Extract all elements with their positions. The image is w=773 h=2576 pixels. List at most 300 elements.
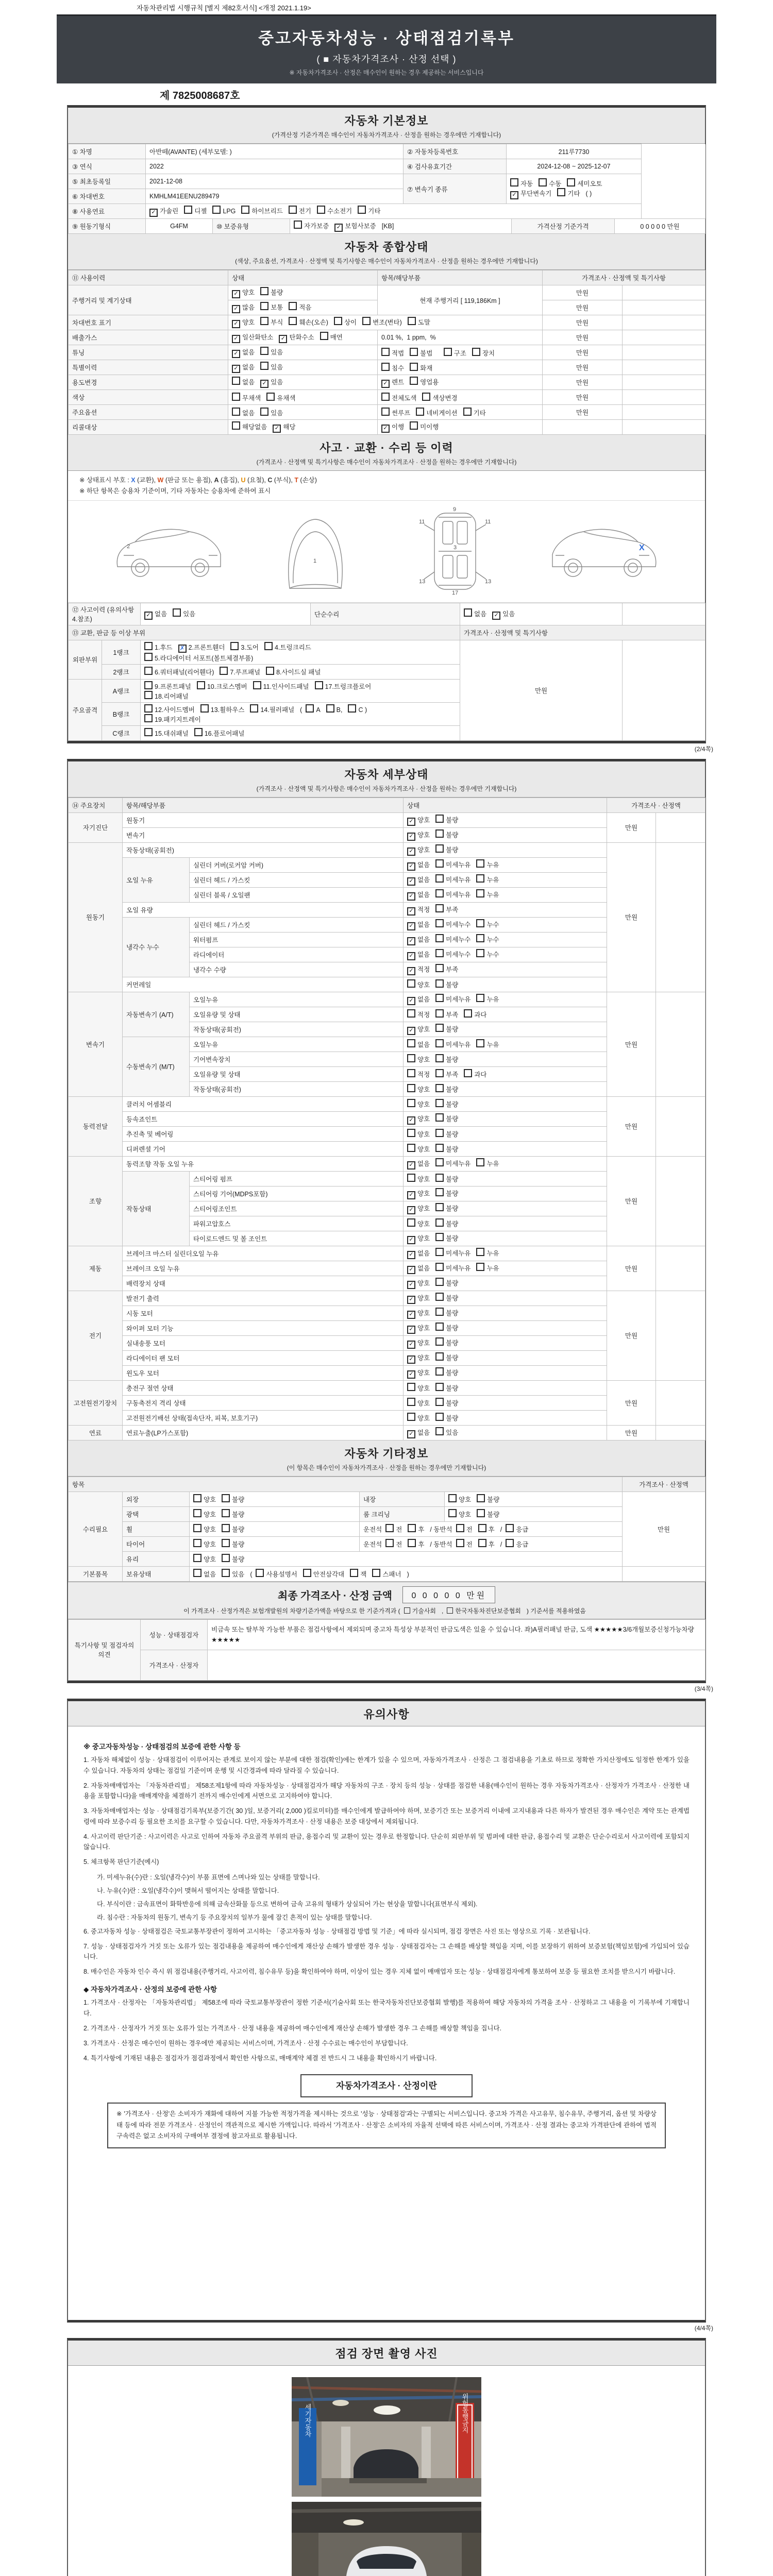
checkbox[interactable] xyxy=(435,1398,444,1406)
checkbox-option xyxy=(222,1494,244,1504)
checkbox[interactable] xyxy=(435,1203,444,1211)
label-text: / xyxy=(500,1526,502,1533)
checkbox-option xyxy=(456,1524,473,1534)
checkbox[interactable] xyxy=(435,1144,444,1152)
checkbox[interactable] xyxy=(408,317,416,325)
label-text: / 동반석 xyxy=(430,1541,452,1548)
checkbox[interactable]: ✓ xyxy=(381,380,390,388)
checkbox[interactable]: ✓ xyxy=(407,848,415,856)
checkbox[interactable] xyxy=(435,1293,444,1301)
checkbox-option xyxy=(381,393,416,402)
option-label: 누수 xyxy=(486,951,499,958)
checkbox-option xyxy=(222,1539,244,1549)
checkbox[interactable]: ✓ xyxy=(407,818,415,826)
checkbox[interactable] xyxy=(435,1113,444,1122)
checkbox[interactable] xyxy=(476,919,484,927)
checkbox[interactable] xyxy=(194,728,203,736)
option-label: 없음 xyxy=(417,1264,430,1272)
checkbox-option xyxy=(372,1569,401,1579)
checkbox[interactable] xyxy=(407,1054,415,1062)
checkbox[interactable]: ✓ xyxy=(407,1355,415,1364)
checkbox[interactable] xyxy=(260,347,268,355)
checkbox[interactable] xyxy=(407,1144,415,1152)
checkbox[interactable] xyxy=(266,393,275,401)
item-label: 커먼레일 xyxy=(123,977,404,992)
checkbox[interactable] xyxy=(456,1524,464,1532)
item-label: 보유상태 xyxy=(123,1566,190,1581)
state-options xyxy=(404,1156,607,1171)
option-label: 불량 xyxy=(232,1556,245,1563)
basic-info-table-row6 xyxy=(68,218,705,234)
checkbox[interactable] xyxy=(407,1218,415,1227)
checkbox[interactable] xyxy=(435,1218,444,1227)
checkbox[interactable] xyxy=(435,1174,444,1182)
checkbox[interactable] xyxy=(435,1383,444,1391)
state-options xyxy=(404,1141,607,1156)
checkbox[interactable]: ✓ xyxy=(407,1251,415,1259)
checkbox[interactable] xyxy=(435,1323,444,1331)
checkbox[interactable] xyxy=(444,348,452,356)
checkbox[interactable] xyxy=(232,421,240,430)
checkbox[interactable] xyxy=(260,362,268,370)
checkbox-option xyxy=(260,377,283,388)
checkbox[interactable]: ✓ xyxy=(334,224,343,232)
checkbox[interactable]: ✓ xyxy=(407,1296,415,1304)
document-subtitle-note: ※ 자동차가격조사 · 산정은 매수인이 원하는 경우 제공하는 서비스입니다 xyxy=(289,69,484,76)
checkbox[interactable] xyxy=(435,1188,444,1196)
checkbox[interactable] xyxy=(230,642,239,650)
checkbox[interactable]: ✓ xyxy=(407,1191,415,1199)
checkbox[interactable] xyxy=(326,704,334,713)
checkbox[interactable] xyxy=(220,667,228,675)
checkbox[interactable] xyxy=(476,1248,484,1256)
checkbox[interactable]: ✓ xyxy=(232,290,240,298)
column-header: 상태 xyxy=(404,798,607,812)
checkbox[interactable] xyxy=(193,1509,201,1517)
checkbox-option xyxy=(435,964,458,974)
checkbox[interactable] xyxy=(264,642,273,650)
checkbox[interactable]: ✓ xyxy=(407,1430,415,1438)
checkbox[interactable] xyxy=(435,1039,444,1047)
checkbox-option xyxy=(232,287,255,298)
checkbox[interactable] xyxy=(222,1539,230,1547)
state-options xyxy=(404,917,607,932)
checkbox[interactable]: ✓ xyxy=(407,892,415,901)
checkbox[interactable] xyxy=(416,408,424,416)
checkbox[interactable]: ✓ xyxy=(407,952,415,960)
state-options xyxy=(404,962,607,977)
option-label: 없음 xyxy=(242,409,255,417)
checkbox[interactable] xyxy=(184,206,192,214)
field-label: ⑧ 사용연료 xyxy=(69,204,146,219)
checkbox-option xyxy=(476,919,499,929)
checkbox-option xyxy=(477,1494,499,1504)
checkbox[interactable] xyxy=(435,1427,444,1435)
checkbox[interactable] xyxy=(253,681,261,689)
checkbox[interactable]: ✓ xyxy=(407,937,415,945)
checkbox[interactable] xyxy=(193,1524,201,1532)
checkbox[interactable] xyxy=(410,421,418,430)
checkbox[interactable] xyxy=(506,1524,514,1532)
checkbox[interactable] xyxy=(408,1524,416,1532)
checkbox[interactable] xyxy=(232,393,240,401)
checkbox[interactable] xyxy=(222,1509,230,1517)
option-label: 기술사회 xyxy=(412,1607,436,1615)
checkbox[interactable] xyxy=(435,1337,444,1346)
price-cell: 만원 xyxy=(607,1425,656,1440)
checkbox[interactable]: ✓ xyxy=(407,1281,415,1289)
document-subtitle: ( ■ 자동차가격조사 · 산정 선택 ) xyxy=(316,54,457,64)
checkbox[interactable] xyxy=(381,393,390,401)
checkbox[interactable] xyxy=(464,608,472,617)
checkbox[interactable] xyxy=(435,904,444,912)
checkbox[interactable] xyxy=(381,363,390,371)
checkbox[interactable] xyxy=(435,844,444,853)
checkbox[interactable] xyxy=(435,1069,444,1077)
checkbox[interactable] xyxy=(435,1158,444,1166)
row-label: 특기사항 및 점검자의 의견 xyxy=(69,1619,141,1680)
checkbox[interactable]: ✓ xyxy=(407,907,415,916)
checkbox[interactable] xyxy=(197,681,205,689)
checkbox[interactable] xyxy=(506,1539,514,1547)
checkbox-option xyxy=(385,1524,402,1534)
checkbox[interactable]: ✓ xyxy=(407,862,415,871)
checkbox[interactable] xyxy=(464,1009,472,1018)
checkbox[interactable] xyxy=(476,934,484,942)
checkbox[interactable] xyxy=(404,1607,410,1614)
checkbox[interactable] xyxy=(435,1099,444,1107)
checkbox[interactable]: ✓ xyxy=(232,365,240,373)
checkbox[interactable] xyxy=(317,206,325,214)
checkbox[interactable] xyxy=(476,949,484,957)
checkbox[interactable] xyxy=(144,728,153,736)
checkbox[interactable]: ✓ xyxy=(279,335,287,343)
checkbox[interactable] xyxy=(408,1539,416,1547)
checkbox[interactable]: ✓ xyxy=(407,1206,415,1214)
checkbox[interactable] xyxy=(222,1554,230,1562)
checkbox[interactable] xyxy=(232,377,240,385)
checkbox[interactable] xyxy=(464,1069,472,1077)
notice-heading: ◆ 자동차가격조사 · 산정의 보증에 관한 사항 xyxy=(83,1985,217,1993)
checkbox[interactable]: ✓ xyxy=(407,1311,415,1319)
subgroup-label: 자동변속기 (A/T) xyxy=(123,992,190,1037)
checkbox[interactable] xyxy=(435,1248,444,1256)
item-options xyxy=(378,405,543,420)
checkbox[interactable]: ✓ xyxy=(232,335,240,343)
checkbox[interactable]: ✓ xyxy=(407,833,415,841)
checkbox-option xyxy=(557,188,580,198)
checkbox-option xyxy=(410,363,432,372)
checkbox[interactable] xyxy=(410,363,418,371)
checkbox[interactable] xyxy=(222,1524,230,1532)
checkbox[interactable]: ✓ xyxy=(407,1370,415,1379)
checkbox[interactable]: ✓ xyxy=(407,1161,415,1170)
checkbox[interactable] xyxy=(567,178,575,187)
checkbox[interactable] xyxy=(315,681,323,689)
checkbox[interactable] xyxy=(422,393,430,401)
checkbox-option xyxy=(407,1233,430,1244)
checkbox[interactable] xyxy=(407,1069,415,1077)
checkbox[interactable] xyxy=(435,979,444,988)
notice-paragraph: 6. 중고자동차 성능 · 상태점검은 국토교통부장관이 정하여 고시하는 「중고자동차 성능 · 상태점검 방법 및 기준」에 따라 실시되며, 점검 장면은 사진 또는 영상으로 기록 · 보관됩니다. xyxy=(83,1927,591,1935)
checkbox[interactable] xyxy=(435,1413,444,1421)
checkbox[interactable] xyxy=(334,317,342,325)
option-label: 양호 xyxy=(417,1309,430,1317)
checkbox[interactable]: ✓ xyxy=(407,1266,415,1274)
checkbox[interactable] xyxy=(476,859,484,868)
checkbox[interactable] xyxy=(407,979,415,988)
state-options xyxy=(404,1395,607,1410)
checkbox[interactable] xyxy=(193,1554,201,1562)
checkbox-option xyxy=(476,889,499,899)
checkbox[interactable] xyxy=(435,1233,444,1241)
checkbox[interactable] xyxy=(350,1569,358,1577)
checkbox[interactable]: ✓ xyxy=(144,612,153,620)
checkbox[interactable] xyxy=(260,287,268,295)
checkbox[interactable] xyxy=(385,1539,394,1547)
checkbox[interactable] xyxy=(381,408,390,416)
checkbox[interactable]: ✓ xyxy=(407,1341,415,1349)
checkbox[interactable] xyxy=(358,206,366,214)
option-label: 부식 xyxy=(271,319,283,326)
option-label: 불량 xyxy=(446,981,459,989)
notice-box-text: ※ '가격조사 · 산정'은 소비자가 재화에 대하여 지불 가능한 적정가격을 제시하는 것으로 '성능 · 상태점검'과는 구별되는 서비스입니다. 중고차 가격은 사고유무, 침수유무, 주행거리, 옵션 및 차량상태 등에 따라 전문 가격조사 · 산정인이 객관적으로 제시한 가액입니다. 따라서 '가격조사 · 산정'은 소비자의 자율적 선택에 따른 서비스이며, 가격조사 · 산정 결과는 중고차 가격판단에 관하여 법적 구속력은 없고 소비자의 구매여부 결정에 참고자료로 활용됩니다. xyxy=(107,2103,666,2148)
option-label: 3.도어 xyxy=(241,643,259,651)
state-options xyxy=(404,1186,607,1201)
checkbox[interactable] xyxy=(407,1413,415,1421)
checkbox[interactable] xyxy=(435,874,444,883)
panel-options xyxy=(141,679,460,702)
checkbox[interactable] xyxy=(144,642,153,650)
checkbox[interactable] xyxy=(477,1509,485,1517)
checkbox[interactable] xyxy=(410,377,418,385)
checkbox[interactable]: ✓ xyxy=(149,209,158,217)
checkbox[interactable] xyxy=(435,964,444,972)
checkbox[interactable] xyxy=(410,348,418,356)
option-label: 누유 xyxy=(486,1249,499,1257)
option-label: 13.휠하우스 xyxy=(210,706,245,714)
card-photos-signature xyxy=(67,2338,706,2576)
checkbox[interactable] xyxy=(435,1024,444,1032)
checkbox[interactable] xyxy=(256,1569,264,1577)
field-value: 2024-12-08 ~ 2025-12-07 xyxy=(507,159,642,174)
checkbox[interactable] xyxy=(362,317,371,325)
checkbox[interactable] xyxy=(320,332,328,340)
checkbox[interactable] xyxy=(222,1569,230,1577)
checkbox[interactable] xyxy=(435,1308,444,1316)
checkbox[interactable] xyxy=(260,408,268,416)
checkbox[interactable] xyxy=(407,1009,415,1018)
checkbox[interactable] xyxy=(476,1158,484,1166)
checkbox[interactable] xyxy=(463,408,472,416)
column-header: 항목 xyxy=(69,1477,623,1492)
checkbox[interactable]: ✓ xyxy=(381,425,390,433)
option-label: 양호 xyxy=(417,1086,430,1093)
option-label: 불량 xyxy=(232,1541,245,1548)
checkbox[interactable] xyxy=(407,1398,415,1406)
checkbox-option xyxy=(407,1428,430,1438)
checkbox[interactable] xyxy=(232,408,240,416)
checkbox-option xyxy=(144,704,195,714)
checkbox[interactable]: ✓ xyxy=(232,350,240,358)
checkbox[interactable] xyxy=(448,1509,457,1517)
rank-label: A랭크 xyxy=(102,679,141,702)
checkbox[interactable] xyxy=(289,317,297,325)
checkbox[interactable] xyxy=(510,178,518,187)
checkbox[interactable] xyxy=(173,608,181,617)
checkbox[interactable] xyxy=(407,1084,415,1092)
checkbox[interactable]: ✓ xyxy=(232,320,240,328)
checkbox[interactable] xyxy=(385,1524,394,1532)
checkbox[interactable] xyxy=(144,691,153,699)
checkbox[interactable] xyxy=(348,704,356,713)
checkbox[interactable] xyxy=(476,889,484,897)
checkbox-option xyxy=(306,704,320,714)
checkbox[interactable]: ✓ xyxy=(407,967,415,975)
field-value: 아반떼(AVANTE) (세부모델: ) xyxy=(146,144,404,159)
card-basic-overall-accident xyxy=(67,105,706,743)
checkbox[interactable] xyxy=(435,994,444,1002)
checkbox[interactable] xyxy=(407,1129,415,1137)
checkbox[interactable]: ✓ xyxy=(273,425,281,433)
checkbox[interactable] xyxy=(266,667,274,675)
checkbox[interactable] xyxy=(289,302,297,310)
checkbox[interactable] xyxy=(435,919,444,927)
checkbox[interactable] xyxy=(193,1539,201,1547)
field-value: 0 0 0 0 0 만원 xyxy=(615,219,705,234)
state-options xyxy=(445,1492,623,1506)
checkbox[interactable] xyxy=(193,1494,201,1502)
checkbox[interactable] xyxy=(477,1494,485,1502)
item-label: 브레이크 마스터 실린더오일 누유 xyxy=(123,1246,404,1261)
checkbox[interactable] xyxy=(407,1174,415,1182)
checkbox[interactable] xyxy=(260,317,268,325)
checkbox[interactable] xyxy=(435,934,444,942)
checkbox[interactable] xyxy=(456,1539,464,1547)
checkbox[interactable] xyxy=(407,1099,415,1107)
checkbox[interactable]: ✗ xyxy=(178,645,187,653)
checkbox[interactable] xyxy=(476,994,484,1002)
checkbox[interactable] xyxy=(476,1263,484,1271)
option-label: 침수 xyxy=(392,364,405,372)
notice-paragraph: 4. 특기사항에 기재된 내용은 점검자가 점검과정에서 확인한 사항으로, 매매계약 체결 전 반드시 그 내용을 확인하시기 바랍니다. xyxy=(83,2055,437,2062)
checkbox-option xyxy=(407,1413,430,1422)
checkbox[interactable] xyxy=(447,1607,453,1614)
checkbox[interactable] xyxy=(435,1278,444,1286)
checkbox[interactable] xyxy=(435,815,444,823)
fuel-options xyxy=(146,204,642,219)
checkbox[interactable] xyxy=(539,178,547,187)
option-label: 자가보증 xyxy=(304,223,329,230)
state-options xyxy=(228,420,378,435)
checkbox[interactable] xyxy=(193,1569,201,1577)
checkbox[interactable]: ✓ xyxy=(407,1326,415,1334)
checkbox[interactable] xyxy=(144,667,153,675)
final-price-note xyxy=(68,1606,705,1615)
checkbox[interactable] xyxy=(144,653,153,661)
checkbox[interactable] xyxy=(435,889,444,897)
item-options xyxy=(378,345,543,360)
checkbox[interactable] xyxy=(435,1129,444,1137)
option-label: 적정 xyxy=(417,1071,430,1078)
checkbox[interactable] xyxy=(372,1569,380,1577)
checkbox[interactable] xyxy=(407,1383,415,1391)
checkbox[interactable] xyxy=(557,188,565,196)
checkbox[interactable] xyxy=(476,874,484,883)
checkbox[interactable]: ✓ xyxy=(260,380,268,388)
checkbox[interactable] xyxy=(250,704,258,713)
checkbox[interactable] xyxy=(303,1569,311,1577)
checkbox[interactable]: ✓ xyxy=(510,191,518,199)
checkbox[interactable]: ✓ xyxy=(407,922,415,930)
checkbox[interactable]: ✓ xyxy=(407,1027,415,1035)
checkbox[interactable] xyxy=(212,206,221,214)
checkbox[interactable] xyxy=(407,1039,415,1047)
car-diagram-panel xyxy=(68,501,705,603)
price-cell: 만원 xyxy=(607,992,656,1096)
checkbox[interactable] xyxy=(435,1352,444,1361)
checkbox[interactable]: ✓ xyxy=(407,1116,415,1125)
notice-paragraph: 라. 침수란 : 자동차의 원동기, 변속기 등 주요장치의 일부가 물에 잠긴 흔적이 있는 상태를 말합니다. xyxy=(97,1914,372,1922)
checkbox[interactable] xyxy=(144,704,153,713)
checkbox[interactable] xyxy=(260,302,268,310)
state-options xyxy=(445,1506,623,1521)
checkbox[interactable] xyxy=(476,1039,484,1047)
checkbox[interactable] xyxy=(435,1367,444,1376)
checkbox[interactable] xyxy=(435,1009,444,1018)
checkbox[interactable] xyxy=(241,206,249,214)
option-label: 19.패키지트레이 xyxy=(155,716,201,723)
checkbox[interactable]: ✓ xyxy=(492,612,500,620)
checkbox[interactable] xyxy=(435,1263,444,1271)
checkbox[interactable] xyxy=(222,1494,230,1502)
label-text: 1 ppm, xyxy=(407,334,427,341)
checkbox-option xyxy=(222,1509,244,1519)
checkbox[interactable] xyxy=(200,704,209,713)
checkbox[interactable]: ✓ xyxy=(407,877,415,886)
checkbox-option xyxy=(381,377,404,388)
checkbox[interactable]: ✓ xyxy=(407,1236,415,1244)
checkbox[interactable] xyxy=(435,829,444,838)
state-options xyxy=(404,1365,607,1380)
price-cell: 만원 xyxy=(607,1156,656,1246)
checkbox[interactable] xyxy=(289,206,297,214)
checkbox[interactable] xyxy=(478,1524,486,1532)
checkbox[interactable] xyxy=(144,681,153,689)
checkbox[interactable] xyxy=(472,348,480,356)
notice-paragraph: 8. 매수인은 자동차 인수 즉시 위 점검내용(주행거리, 사고이력, 침수유무 등)을 확인하여야 하며, 이상이 있는 경우 지체 없이 매매업자 또는 성능 · 상태점검자에게 통보하여 보증 등 필요한 조치를 받으시기 바랍니다. xyxy=(83,1968,676,1976)
checkbox[interactable] xyxy=(144,714,153,722)
checkbox[interactable] xyxy=(478,1539,486,1547)
price-cell: 만원 xyxy=(543,360,623,375)
checkbox[interactable] xyxy=(448,1494,457,1502)
checkbox[interactable] xyxy=(435,1084,444,1092)
checkbox[interactable] xyxy=(435,1054,444,1062)
checkbox[interactable] xyxy=(435,949,444,957)
option-label: 미세누유 xyxy=(446,876,471,884)
checkbox[interactable] xyxy=(294,221,302,229)
checkbox[interactable] xyxy=(381,348,390,356)
checkbox[interactable] xyxy=(435,859,444,868)
column-header: 항목/해당부품 xyxy=(378,270,543,285)
checkbox[interactable]: ✓ xyxy=(407,997,415,1005)
checkbox-option xyxy=(149,206,178,217)
checkbox[interactable] xyxy=(306,704,314,713)
state-options xyxy=(404,1216,607,1231)
label-text: [KB] xyxy=(381,223,394,230)
checkbox-option xyxy=(232,332,273,343)
checkbox[interactable]: ✓ xyxy=(232,305,240,313)
